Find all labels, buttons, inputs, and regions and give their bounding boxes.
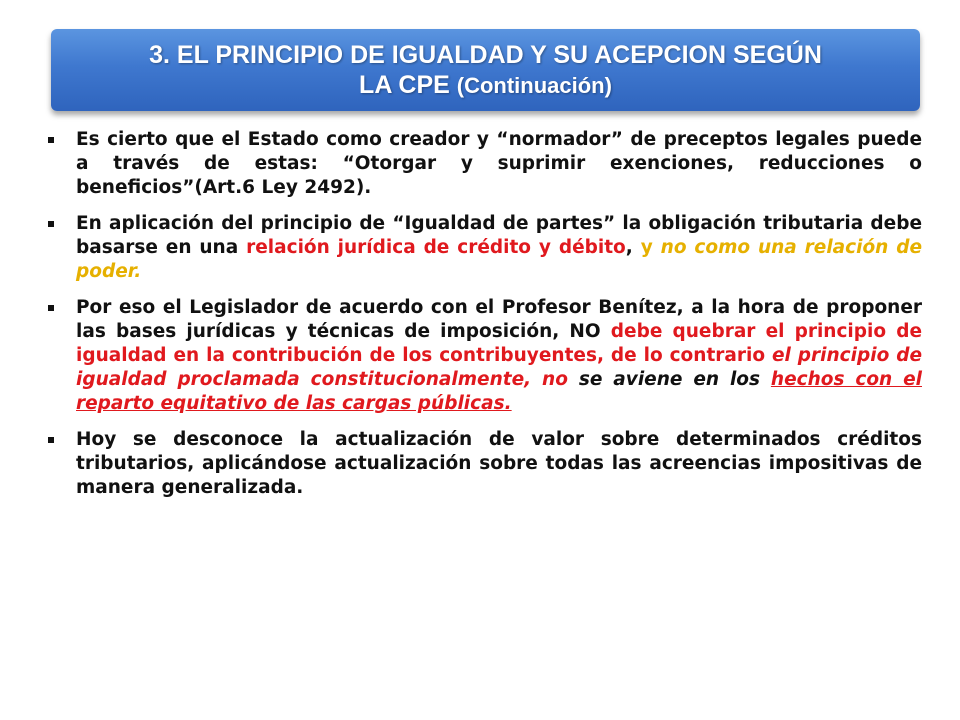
bullet-item-3 xyxy=(42,296,922,416)
square-bullet-icon xyxy=(48,137,54,143)
bullet-3-red-text: debe quebrar el principio de igualdad en la contribución de los contribuyentes, de lo contrario xyxy=(76,321,922,366)
bullet-3-italic-text: se aviene en los xyxy=(578,369,771,390)
bullet-2-red-text: relación jurídica de crédito y débito xyxy=(246,237,626,258)
square-bullet-icon xyxy=(48,305,54,311)
bullet-2-yellow-italic-text: no como una relación de poder. xyxy=(76,237,923,282)
bullet-item-2 xyxy=(42,212,922,284)
bullet-2-text: En aplicación del principio de “Igualdad de partes” la obligación tributaria debe basarse en una xyxy=(76,213,922,258)
slide-title xyxy=(51,29,920,111)
slide-title-line2 xyxy=(359,70,612,101)
bullet-2-comma: , xyxy=(625,237,641,258)
bullet-3-text: Por eso el Legislador de acuerdo con el Profesor Benítez, a la hora de proponer las bases jurídicas y técnicas de imposición, NO xyxy=(76,297,922,342)
bullet-3-underlined-text: hechos con el reparto equitativo de las cargas públicas. xyxy=(76,369,922,414)
bullet-list xyxy=(42,128,922,512)
slide-title-line2-main: LA CPE xyxy=(359,70,457,99)
bullet-4-text: Hoy se desconoce la actualización de valor sobre determinados créditos tributarios, aplicándose actualización sobre todas las acreencias impositivas de manera generalizada. xyxy=(76,429,922,498)
bullet-2-yellow-text: y xyxy=(640,237,661,258)
square-bullet-icon xyxy=(48,221,54,227)
bullet-1-text: Es cierto que el Estado como creador y “normador” de preceptos legales puede a través de estas: “Otorgar y suprimir exenciones, reducciones o beneficios”(Art.6 Ley 2492). xyxy=(76,129,922,198)
square-bullet-icon xyxy=(48,437,54,443)
bullet-item-1 xyxy=(42,128,922,200)
slide-title-continuation: (Continuación) xyxy=(456,72,612,98)
bullet-item-4 xyxy=(42,428,922,500)
bullet-3-red-italic-text: el principio de igualdad proclamada constitucionalmente, no xyxy=(76,345,922,390)
slide-title-line1: 3. EL PRINCIPIO DE IGUALDAD Y SU ACEPCION SEGÚN xyxy=(149,40,822,69)
